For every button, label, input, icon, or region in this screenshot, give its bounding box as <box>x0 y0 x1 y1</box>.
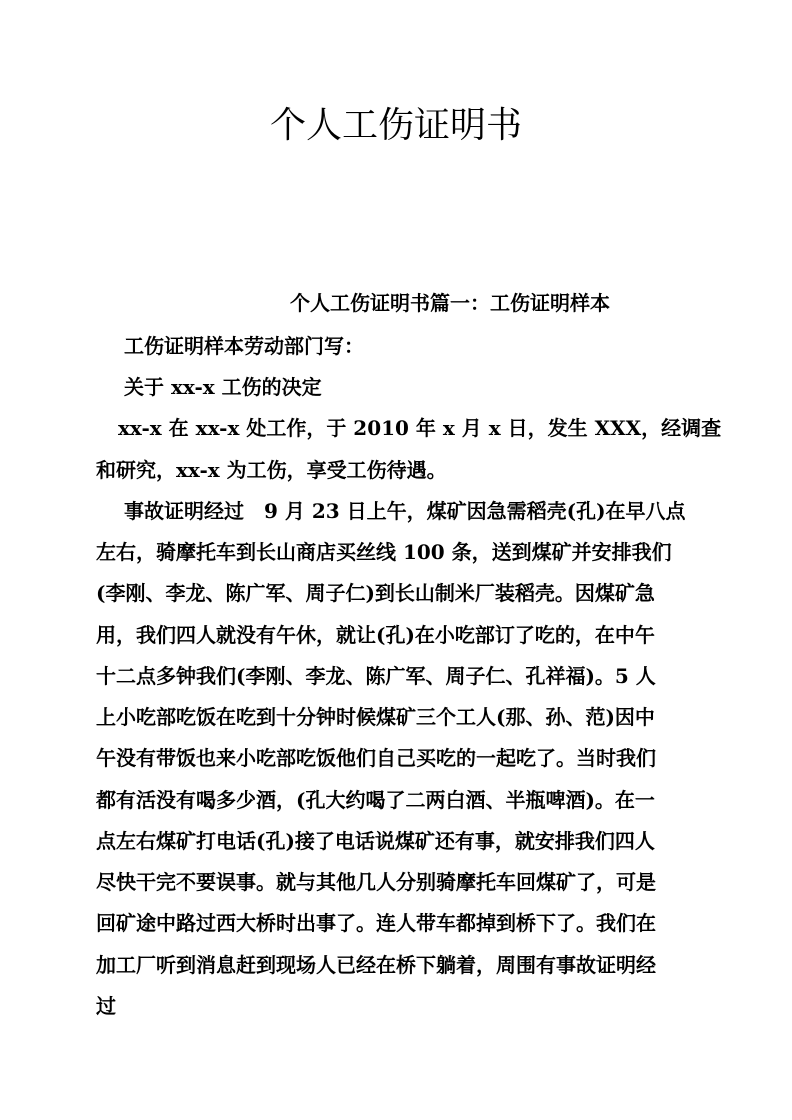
paragraph-line: 点左右煤矿打电话(孔)接了电话说煤矿还有事，就安排我们四人 <box>96 829 655 853</box>
paragraph-line: 上小吃部吃饭在吃到十分钟时候煤矿三个工人(那、孙、范)因中 <box>96 705 655 729</box>
paragraph-line: (李刚、李龙、陈广军、周子仁)到长山制米厂装稻壳。因煤矿急 <box>96 581 655 605</box>
paragraph-line: xx-x 在 xx-x 处工作，于 2010 年 x 月 x 日，发生 XXX，经调查 <box>118 416 722 440</box>
paragraph-line: 回矿途中路过西大桥时出事了。连人带车都掉到桥下了。我们在 <box>96 911 656 935</box>
paragraph-line: 十二点多钟我们(李刚、李龙、陈广军、周子仁、孔祥福)。5 人 <box>96 664 656 688</box>
paragraph-line: 午没有带饭也来小吃部吃饭他们自己买吃的一起吃了。当时我们 <box>96 746 656 770</box>
paragraph-line: 过 <box>96 994 116 1018</box>
paragraph-line: 关于 xx-x 工伤的决定 <box>124 375 322 399</box>
paragraph-line: 左右，骑摩托车到长山商店买丝线 100 条，送到煤矿并安排我们 <box>96 540 672 564</box>
paragraph-line: 和研究，xx-x 为工伤，享受工伤待遇。 <box>96 458 447 482</box>
document-subtitle: 个人工伤证明书篇一：工伤证明样本 <box>290 291 610 315</box>
paragraph-line: 加工厂听到消息赶到现场人已经在桥下躺着，周围有事故证明经 <box>96 953 656 977</box>
paragraph-line: 事故证明经过 9 月 23 日上午，煤矿因急需稻壳(孔)在早八点 <box>124 499 686 523</box>
document-title: 个人工伤证明书 <box>269 105 522 146</box>
paragraph-line: 都有活没有喝多少酒，(孔大约喝了二两白酒、半瓶啤酒)。在一 <box>96 788 655 812</box>
paragraph-line: 工伤证明样本劳动部门写： <box>124 334 364 358</box>
paragraph-line: 用，我们四人就没有午休，就让(孔)在小吃部订了吃的，在中午 <box>96 623 655 647</box>
paragraph-line: 尽快干完不要误事。就与其他几人分别骑摩托车回煤矿了，可是 <box>96 870 656 894</box>
